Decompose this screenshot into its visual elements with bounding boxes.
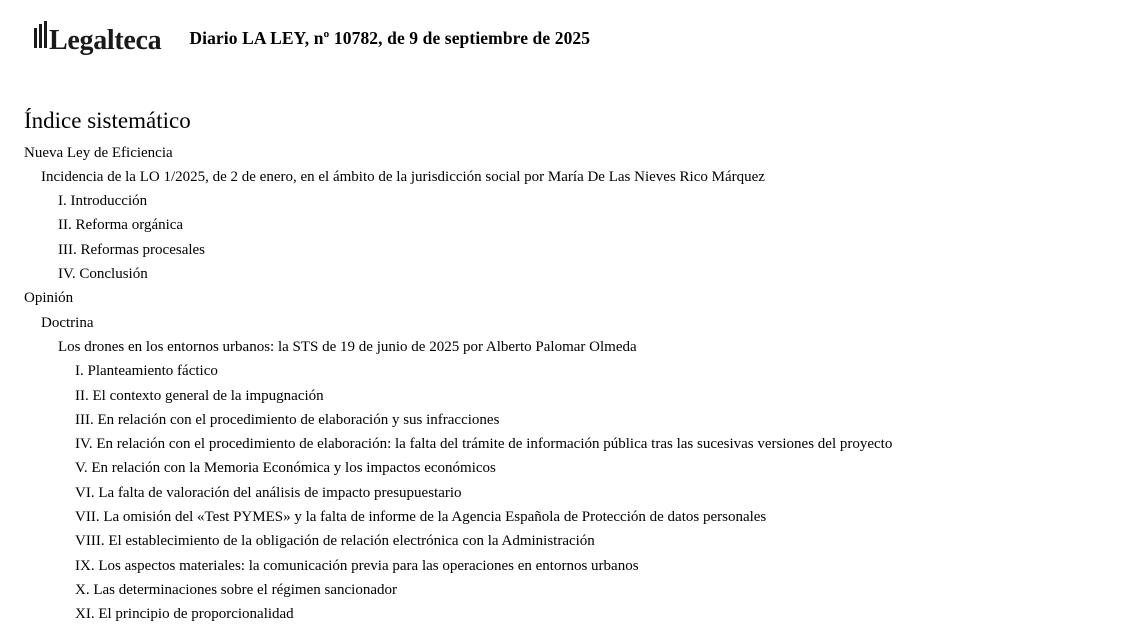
toc-entry[interactable]: XI. El principio de proporcionalidad (75, 606, 294, 623)
toc-entry[interactable]: III. Reformas procesales (58, 241, 206, 258)
page-title: Índice sistemático (24, 108, 191, 133)
toc-entry[interactable]: Nueva Ley de Eficiencia (24, 144, 173, 161)
brand-name: Legalteca (49, 25, 162, 56)
masthead (24, 0, 1101, 55)
toc-entry[interactable]: V. En relación con la Memoria Económica y los impactos económicos (75, 460, 496, 477)
brand-logo (34, 22, 161, 55)
three-bars-logo-icon (34, 21, 47, 48)
toc-entry[interactable]: Doctrina (41, 314, 94, 331)
toc-entry[interactable]: VI. La falta de valoración del análisis de impacto presupuestario (75, 484, 462, 501)
issue-title: Diario LA LEY, nº 10782, de 9 de septiembre de 2025 (189, 28, 591, 48)
toc-entry[interactable]: VII. La omisión del «Test PYMES» y la falta de informe de la Agencia Española de Protección de datos personales (75, 509, 767, 526)
toc-entry[interactable]: X. Las determinaciones sobre el régimen sancionador (75, 581, 397, 598)
table-of-contents (24, 141, 1101, 627)
toc-entry[interactable]: Incidencia de la LO 1/2025, de 2 de enero, en el ámbito de la jurisdicción social por María De Las Nieves Rico Márquez (41, 168, 765, 185)
toc-entry[interactable]: Los drones en los entornos urbanos: la STS de 19 de junio de 2025 por Alberto Palomar Olmeda (58, 338, 637, 355)
toc-entry[interactable]: IV. Conclusión (58, 266, 148, 283)
toc-entry[interactable]: IV. En relación con el procedimiento de elaboración: la falta del trámite de información pública tras las sucesivas versiones del proyecto (75, 436, 893, 453)
toc-entry[interactable]: II. Reforma orgánica (58, 217, 184, 234)
toc-entry[interactable]: I. Introducción (58, 193, 148, 210)
toc-entry[interactable]: I. Planteamiento fáctico (75, 363, 218, 380)
toc-entry[interactable]: III. En relación con el procedimiento de elaboración y sus infracciones (75, 411, 500, 428)
toc-entry[interactable]: VIII. El establecimiento de la obligación de relación electrónica con la Administración (75, 533, 595, 550)
toc-entry[interactable]: Opinión (24, 290, 74, 307)
toc-entry[interactable]: II. El contexto general de la impugnación (75, 387, 324, 404)
toc-entry[interactable]: IX. Los aspectos materiales: la comunicación previa para las operaciones en entornos urbanos (75, 557, 639, 574)
